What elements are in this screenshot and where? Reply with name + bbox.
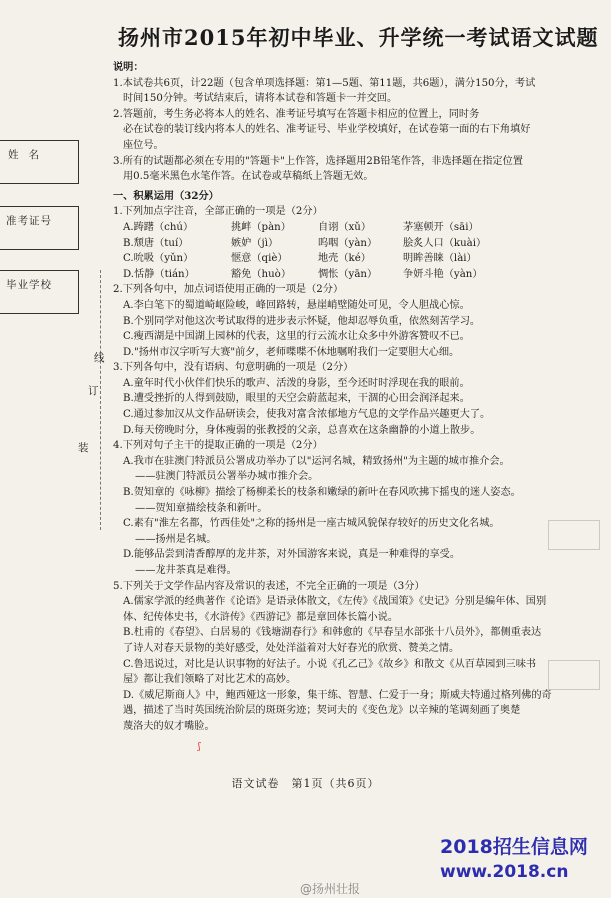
school-label: 毕业学校	[6, 279, 52, 291]
question-stem: 3.下列各句中，没有语病、句意明确的一项是（2分）	[113, 362, 354, 374]
watermark-site-name: 2018招生信息网	[440, 836, 588, 858]
seal-char-ding: 订	[88, 385, 99, 397]
option-line: B.个别同学对他这次考试取得的进步表示怀疑，他却忍辱负重，依然刻苦学习。	[123, 315, 481, 327]
watermark-url: www.2018.cn	[440, 862, 569, 882]
option-line: 屋》都让我们领略了对比艺术的高妙。	[123, 674, 297, 686]
name-label: 姓名	[8, 149, 49, 161]
page-title: 扬州市2015年初中毕业、升学统一考试语文试题	[118, 25, 599, 50]
q1-option-cell: 挑衅（pàn）	[231, 221, 291, 233]
question-stem: 4.下列对句子主干的提取正确的一项是（2分）	[113, 440, 323, 452]
option-line: A.儒家学派的经典著作《论语》是语录体散文，《左传》《战国策》《史记》分别是编年体、国别	[123, 596, 547, 608]
q1-option-cell: A.踌躇（chú）	[123, 221, 194, 233]
option-answer-line: ——龙井茶真是难得。	[135, 565, 237, 576]
option-answer-line: ——贺知章描绘枝条和新叶。	[135, 502, 268, 514]
option-line: 遇，描述了当时英国统治阶层的斑斑劣迹；契诃夫的《变色龙》以辛辣的笔调刻画了奥楚	[123, 705, 521, 717]
q1-option-cell: 惬意（qiè）	[231, 253, 288, 265]
instruction-line: 必在试卷的装订线内将本人的姓名、准考证号、毕业学校填好，在试卷第一面的右下角填好	[123, 124, 531, 136]
instruction-line: 座位号。	[123, 139, 164, 151]
q1-option-cell: 豁免（huò）	[231, 268, 292, 280]
option-line: A.童年时代小伙伴们快乐的歌声、活泼的身影，至今还时时浮现在我的眼前。	[123, 377, 470, 389]
q1-option-cell: D.恬静（tián）	[123, 268, 195, 280]
option-line: D.《威尼斯商人》中，鲍西娅这一形象，集干练、智慧、仁爱于一身；斯威夫特通过格列佛的奇	[123, 689, 552, 701]
q1-option-cell: 嫉妒（jì）	[231, 237, 279, 249]
option-answer-line: ——驻澳门特派员公署举办城市推介会。	[135, 471, 319, 483]
q1-option-row	[113, 236, 601, 252]
instruction-line: 时间150分钟。考试结束后，请将本试卷和答题卡一并交回。	[123, 93, 398, 105]
q1-option-cell: 争妍斗艳（yàn）	[403, 268, 483, 280]
instruction-line: 1.本试卷共6页，计22题（包含单项选择题：第1—5题、第11题，共6题），满分150分，考试	[113, 77, 536, 89]
option-line: 体、纪传体史书，《水浒传》《西游记》都是章回体长篇小说。	[123, 611, 399, 623]
seal-char-zhuang: 装	[78, 442, 89, 454]
question-stem: 2.下列各句中，加点词语使用正确的一项是（2分）	[113, 284, 344, 296]
page-footer: 语文试卷 第1页（共6页）	[231, 777, 380, 790]
q1-option-cell: B.颓唐（tuí）	[123, 237, 189, 249]
option-line: C.鲁迅说过，对比是认识事物的好法子。小说《孔乙己》《故乡》和散文《从百草园到三味书	[123, 658, 537, 670]
seal-char-xian: 线	[94, 352, 105, 364]
option-line: D.每天傍晚时分，身体瘦弱的张教授的父亲，总喜欢在这条幽静的小道上散步。	[123, 424, 481, 436]
option-line: B.遭受挫折的人得到鼓励，眼里的天空会蔚蓝起来，干涸的心田会润泽起来。	[123, 393, 470, 405]
exam-content	[113, 60, 601, 735]
option-line: C.素有"淮左名都，竹西佳处"之称的扬州是一座古城风貌保存较好的历史文化名城。	[123, 518, 500, 530]
q1-option-cell: 茅塞顿开（sāi）	[403, 221, 479, 233]
q1-options	[113, 220, 601, 282]
q1-option-row	[113, 220, 601, 236]
option-line: 了诗人对春天景物的美好感受，处处洋溢着对大好春光的欣赏、赞美之情。	[123, 642, 460, 654]
option-line: D."扬州市汉字听写大赛"前夕，老师喋喋不休地嘱咐我们一定要胆大心细。	[123, 346, 460, 358]
question-stem: 1.下列加点字注音，全部正确的一项是（2分）	[113, 206, 323, 218]
binding-line	[100, 270, 101, 530]
q1-option-cell: 地壳（ké）	[318, 253, 371, 265]
exam-id-label: 准考证号	[6, 215, 52, 227]
school-field[interactable]	[0, 270, 79, 314]
section-heading: 一、积累运用（32分）	[113, 189, 219, 202]
option-line: D.能够品尝到清香醇厚的龙井茶，对外国游客来说，真是一种难得的享受。	[123, 549, 461, 561]
q1-option-cell: C.吮吸（yǔn）	[123, 253, 194, 265]
instruction-line: 3.所有的试题都必须在专用的"答题卡"上作答，选择题用2B铅笔作答，非选择题在指定位置	[113, 155, 523, 167]
option-line: A.李白笔下的蜀道崎岖险峻，峰回路转，悬崖峭壁随处可见，令人胆战心惊。	[123, 299, 470, 311]
option-answer-line: ——扬州是名城。	[135, 533, 217, 545]
option-line: B.杜甫的《春望》、白居易的《钱塘湖春行》和韩愈的《早春呈水部张十八员外》，都侧重表达	[123, 627, 542, 639]
instructions-heading: 说明：	[113, 61, 144, 73]
q1-option-cell: 明眸善睐（lài）	[403, 253, 477, 265]
option-line: A.我市在驻澳门特派员公署成功举办了以"运河名城，精致扬州"为主题的城市推介会。	[123, 455, 510, 467]
watermark-weibo: @扬州壮报	[300, 882, 361, 896]
q1-option-cell: 呜咽（yàn）	[318, 237, 378, 249]
instruction-line: 用0.5毫米黑色水笔作答。在试卷或草稿纸上答题无效。	[123, 171, 374, 183]
name-field[interactable]	[0, 140, 79, 184]
option-line: C.瘦西湖是中国湖上园林的代表，这里的行云流水让众多中外游客赞叹不已。	[123, 331, 470, 343]
exam-id-field[interactable]	[0, 206, 79, 250]
q1-option-cell: 惆怅（yān）	[318, 268, 378, 280]
q1-option-cell: 脍炙人口（kuài）	[403, 237, 487, 249]
option-line: 蔑洛夫的奴才嘴脸。	[123, 720, 215, 732]
option-line: B.贺知章的《咏柳》描绘了杨柳柔长的枝条和嫩绿的新叶在春风吹拂下摇曳的迷人姿态。	[123, 487, 521, 499]
red-ink-mark: ʃ	[198, 742, 201, 752]
instruction-line: 2.答题前，考生务必将本人的姓名、准考证号填写在答题卡相应的位置上，同时务	[113, 108, 480, 120]
question-stem: 5.下列关于文学作品内容及常识的表述，不完全正确的一项是（3分）	[113, 580, 425, 592]
q1-option-row	[113, 251, 601, 267]
q1-option-row	[113, 267, 601, 283]
q1-option-cell: 自诩（xǔ）	[318, 221, 372, 233]
option-line: C.通过参加汉从文作品研读会，使我对富含浓郁地方气息的文学作品兴趣更大了。	[123, 409, 491, 421]
